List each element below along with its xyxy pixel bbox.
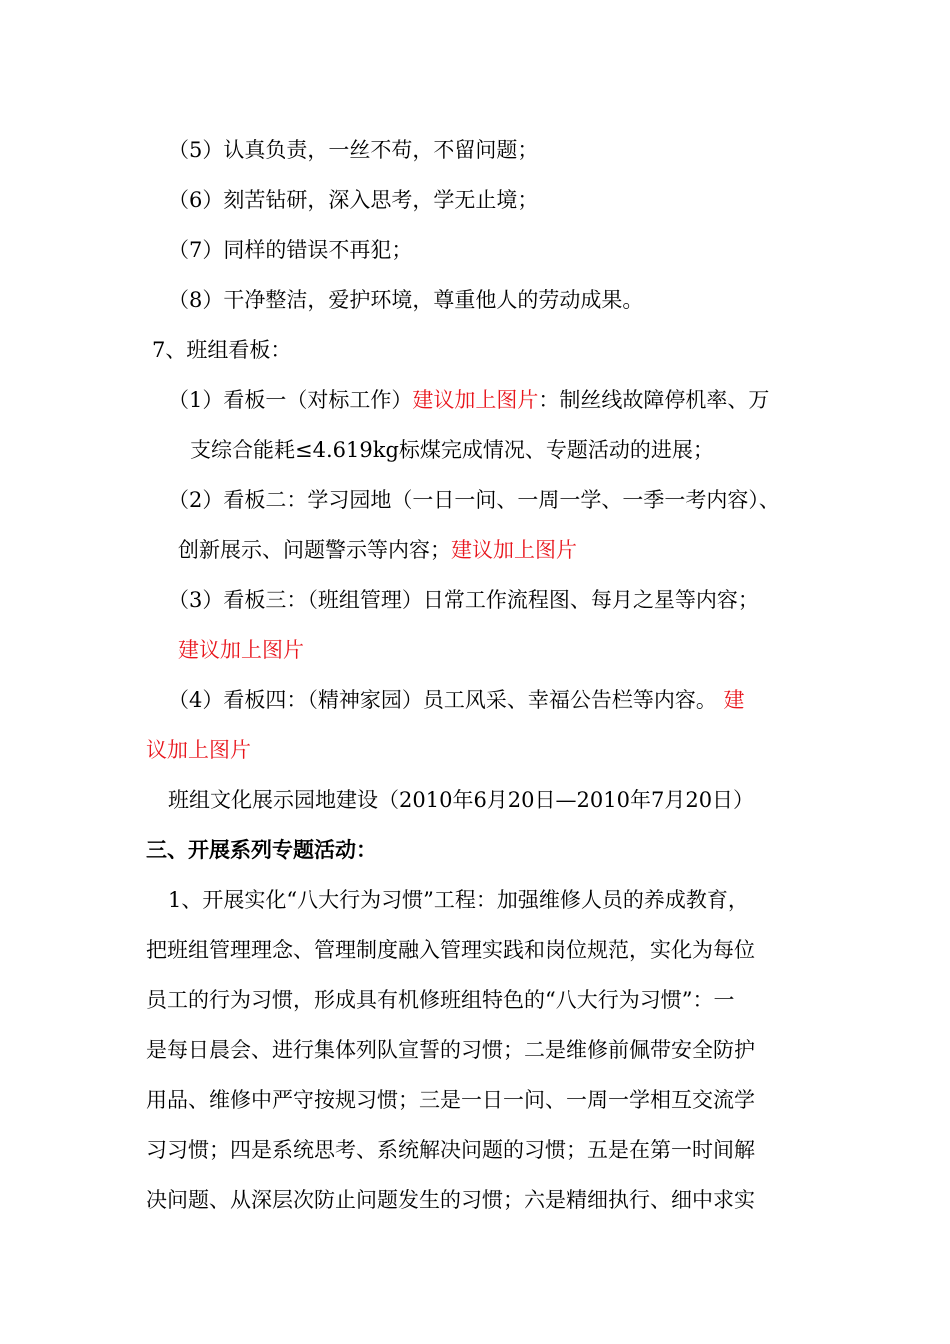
paragraph-line: 是每日晨会、进行集体列队宣誓的习惯；二是维修前佩带安全防护 [146, 1038, 755, 1062]
board-2-text: 创新展示、问题警示等内容； [178, 538, 451, 562]
list-item-6: （6）刻苦钻研，深入思考，学无止境； [168, 188, 539, 212]
paragraph-line: 员工的行为习惯，形成具有机修班组特色的“八大行为习惯”：一 [146, 988, 735, 1012]
board-2: （2）看板二：学习园地（一日一问、一周一学、一季一考内容）、 [168, 488, 780, 512]
board-3-suggestion: 建议加上图片 [178, 638, 304, 662]
board-4-suggestion-end: 议加上图片 [146, 738, 251, 762]
paragraph-line: 习习惯；四是系统思考、系统解决问题的习惯；五是在第一时间解 [146, 1138, 755, 1162]
board-1-text-cont: ：制丝线故障停机率、万 [538, 388, 770, 412]
board-4 [168, 685, 828, 715]
board-1-suggestion: 建议加上图片 [412, 388, 539, 412]
section-7-heading: 7、班组看板： [152, 338, 292, 362]
schedule-line: 班组文化展示园地建设（2010年6月20日—2010年7月20日） [168, 788, 755, 812]
paragraph-line: 1、开展实化“八大行为习惯”工程：加强维修人员的养成教育， [168, 888, 749, 912]
board-2-continuation [178, 535, 858, 565]
board-3: （3）看板三：（班组管理）日常工作流程图、每月之星等内容； [168, 588, 759, 612]
list-item-5: （5）认真负责，一丝不苟，不留问题； [168, 138, 539, 162]
board-4-text: （4）看板四：（精神家园）员工风采、幸福公告栏等内容。 [168, 688, 724, 712]
list-item-7: （7）同样的错误不再犯； [168, 238, 413, 262]
paragraph-line: 用品、维修中严守按规习惯；三是一日一问、一周一学相互交流学 [146, 1088, 755, 1112]
board-1-continuation: 支综合能耗≤4.619kg标煤完成情况、专题活动的进展； [190, 438, 714, 462]
board-2-suggestion: 建议加上图片 [451, 538, 577, 562]
paragraph-line: 决问题、从深层次防止问题发生的习惯；六是精细执行、细中求实 [146, 1188, 755, 1212]
board-4-suggestion-start: 建 [723, 688, 745, 712]
board-1-text: （1）看板一（对标工作） [168, 388, 413, 412]
section-3-heading: 三、开展系列专题活动： [146, 838, 377, 862]
paragraph-line: 把班组管理理念、管理制度融入管理实践和岗位规范，实化为每位 [146, 938, 755, 962]
board-1 [168, 385, 848, 415]
list-item-8: （8）干净整洁，爱护环境，尊重他人的劳动成果。 [168, 288, 644, 312]
